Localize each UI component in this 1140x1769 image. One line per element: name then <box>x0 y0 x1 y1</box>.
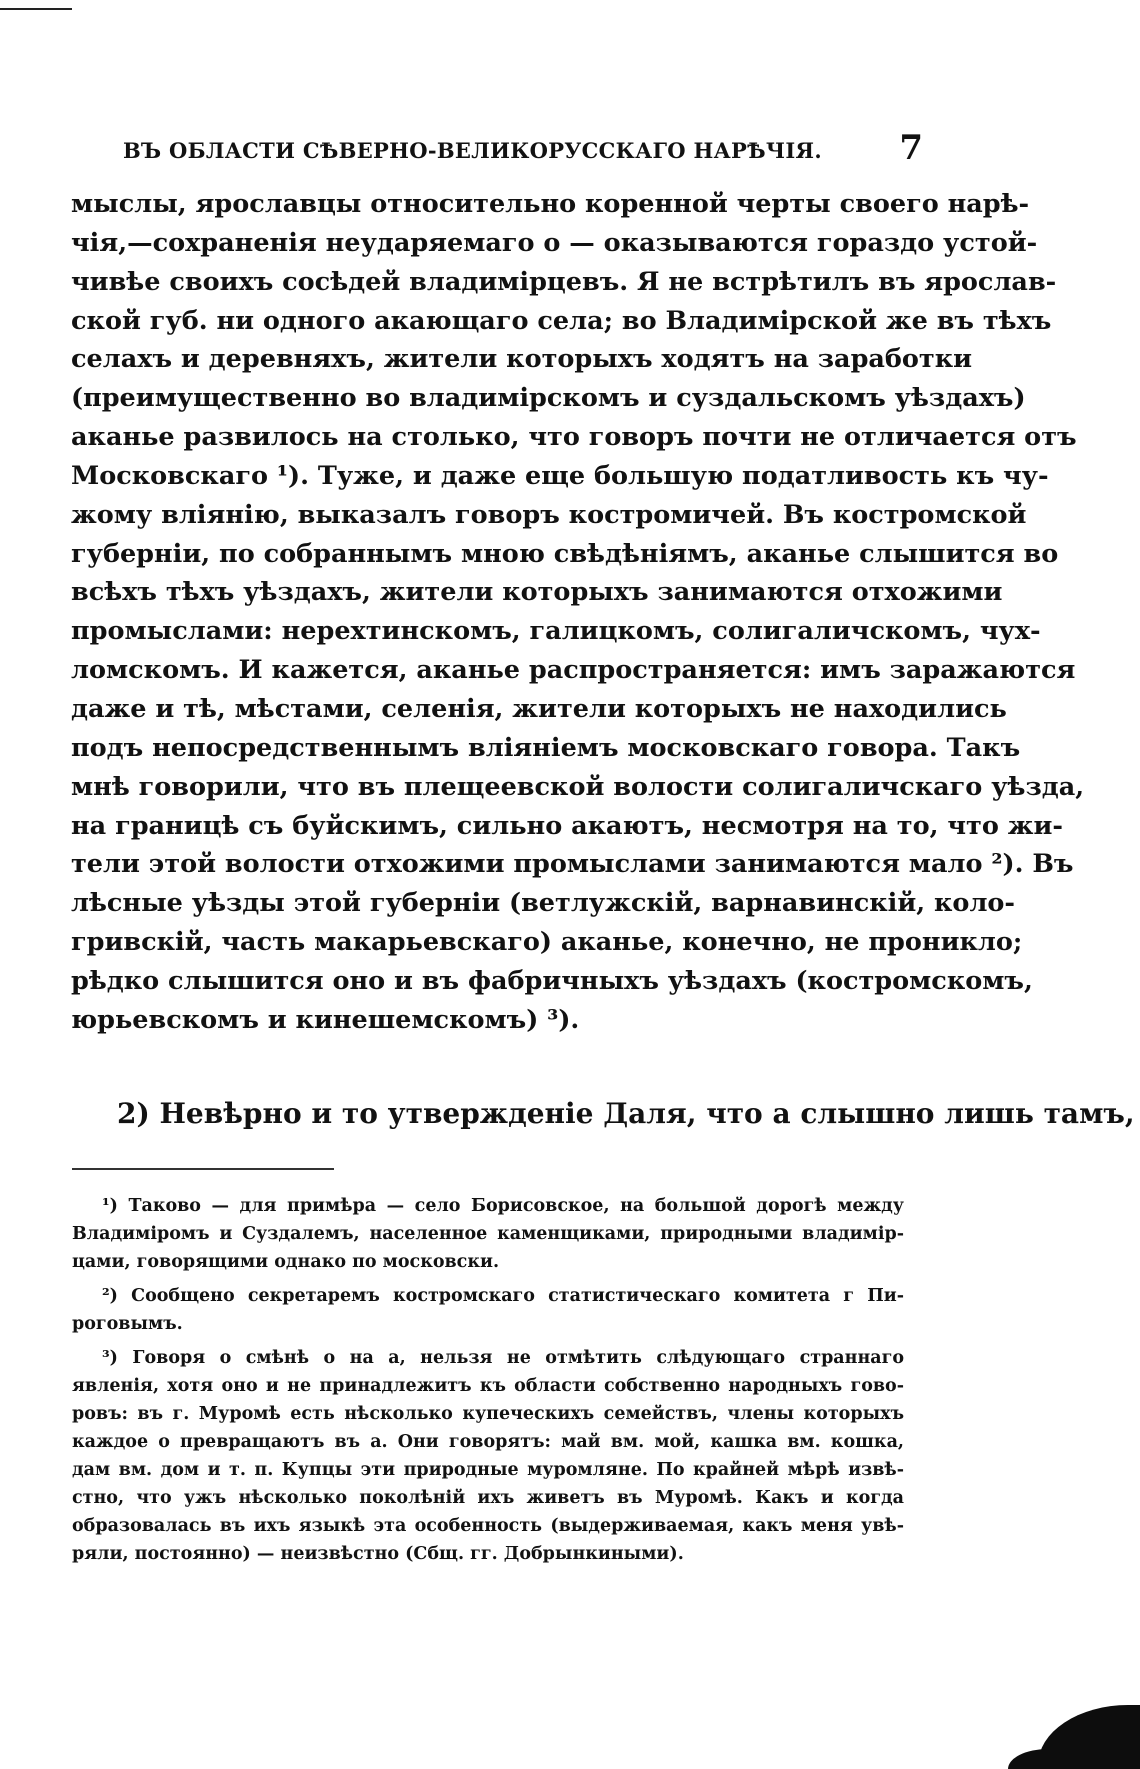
footnote-line: цами, говорящими однако по московски. <box>72 1252 500 1272</box>
footnote-2 <box>72 1282 904 1338</box>
text-line: 2) Невѣрно и то утвержденіе Даля, что а слышно лишь тамъ, <box>117 1097 1135 1130</box>
text-line: тели этой волости отхожими промыслами занимаются мало ²). Въ <box>71 849 1074 880</box>
footnote-line: стно, что ужъ нѣсколько поколѣній ихъ живетъ въ Муромѣ. Какъ и когда <box>72 1488 904 1508</box>
text-line: ской губ. ни одного акающаго села; во Владимірской же въ тѣхъ <box>71 305 1052 336</box>
running-title: ВЪ ОБЛАСТИ СѢВЕРНО-ВЕЛИКОРУССКАГО НАРѢЧІЯ. <box>123 138 822 163</box>
text-line: подъ непосредственнымъ вліяніемъ московскаго говора. Такъ <box>71 732 1021 763</box>
text-line: гривскій, часть макарьевскаго) аканье, конечно, не проникло; <box>71 927 1023 958</box>
text-line: губерніи, по собраннымъ мною свѣдѣніямъ, аканье слышится во <box>71 538 1059 569</box>
text-line: селахъ и деревняхъ, жители которыхъ ходятъ на заработки <box>71 344 973 375</box>
footnote-line: явленія, хотя оно и не принадлежитъ къ области собственно народныхъ гово- <box>72 1376 904 1396</box>
text-line: на границѣ съ буйскимъ, сильно акаютъ, несмотря на то, что жи- <box>71 810 1063 841</box>
footnote-line: образовалась въ ихъ языкѣ эта особенность (выдерживаемая, какъ меня увѣ- <box>72 1516 904 1536</box>
paragraph-2 <box>71 1092 1135 1136</box>
text-line: даже и тѣ, мѣстами, селенія, жители которыхъ не находились <box>71 693 1007 724</box>
footnote-line: роговымъ. <box>72 1314 183 1334</box>
footnote-line: дам вм. дом и т. п. Купцы эти природные муромляне. По крайней мѣрѣ извѣ- <box>72 1460 904 1480</box>
text-line: промыслами: нерехтинскомъ, галицкомъ, солигаличскомъ, чух- <box>71 616 1041 647</box>
text-line: (преимущественно во владимірскомъ и суздальскомъ уѣздахъ) <box>71 383 1026 414</box>
text-line: Московскаго ¹). Туже, и даже еще большую податливость къ чу- <box>71 460 1049 491</box>
page-header <box>123 128 923 172</box>
text-line: ломскомъ. И кажется, аканье распространяется: имъ заражаются <box>71 655 1076 686</box>
footnote-line: ряли, постоянно) — неизвѣстно (Сбщ. гг. Добрынкиными). <box>72 1544 684 1564</box>
footnote-1 <box>72 1192 904 1276</box>
footnote-divider <box>72 1168 334 1170</box>
text-line: всѣхъ тѣхъ уѣздахъ, жители которыхъ занимаются отхожими <box>71 577 1003 608</box>
footnote-3 <box>72 1344 904 1568</box>
text-line: жому вліянію, выказалъ говоръ костромичей. Въ костромской <box>71 499 1027 530</box>
footnotes <box>72 1192 904 1568</box>
text-line: чивѣе своихъ сосѣдей владимірцевъ. Я не встрѣтилъ въ ярослав- <box>71 266 1057 297</box>
page-number: 7 <box>899 128 923 168</box>
text-line: аканье развилось на столько, что говоръ почти не отличается отъ <box>71 422 1077 453</box>
text-line: лѣсные уѣзды этой губерніи (ветлужскій, варнавинскій, коло- <box>71 888 1016 919</box>
footnote-line: ¹) Таково — для примѣра — село Борисовское, на большой дорогѣ между <box>102 1196 904 1216</box>
text-line: мыслы, ярославцы относительно коренной черты своего нарѣ- <box>71 189 1030 219</box>
paragraph-1 <box>71 185 1085 1040</box>
footnote-line: ²) Сообщено секретаремъ костромскаго статистическаго комитета г Пи- <box>102 1286 904 1306</box>
text-line: чія,—сохраненія неударяемаго о — оказываются гораздо устой- <box>71 227 1038 258</box>
footnote-line: ровъ: въ г. Муромѣ есть нѣсколько купеческихъ семействъ, члены которыхъ <box>72 1404 904 1424</box>
top-edge-rule <box>0 8 72 10</box>
scan-corner-blot <box>1038 1705 1140 1769</box>
text-line: юрьевскомъ и кинешемскомъ) ³). <box>71 1004 580 1035</box>
text-line: мнѣ говорили, что въ плещеевской волости солигаличскаго уѣзда, <box>71 771 1085 802</box>
footnote-line: каждое о превращаютъ въ а. Они говорятъ: май вм. мой, кашка вм. кошка, <box>72 1432 904 1452</box>
footnote-line: Владиміромъ и Суздалемъ, населенное каменщиками, природными владимір- <box>72 1224 904 1244</box>
footnote-line: ³) Говоря о смѣнѣ о на а, нельзя не отмѣтить слѣдующаго страннаго <box>102 1348 904 1368</box>
text-line: рѣдко слышится оно и въ фабричныхъ уѣздахъ (костромскомъ, <box>71 965 1033 996</box>
